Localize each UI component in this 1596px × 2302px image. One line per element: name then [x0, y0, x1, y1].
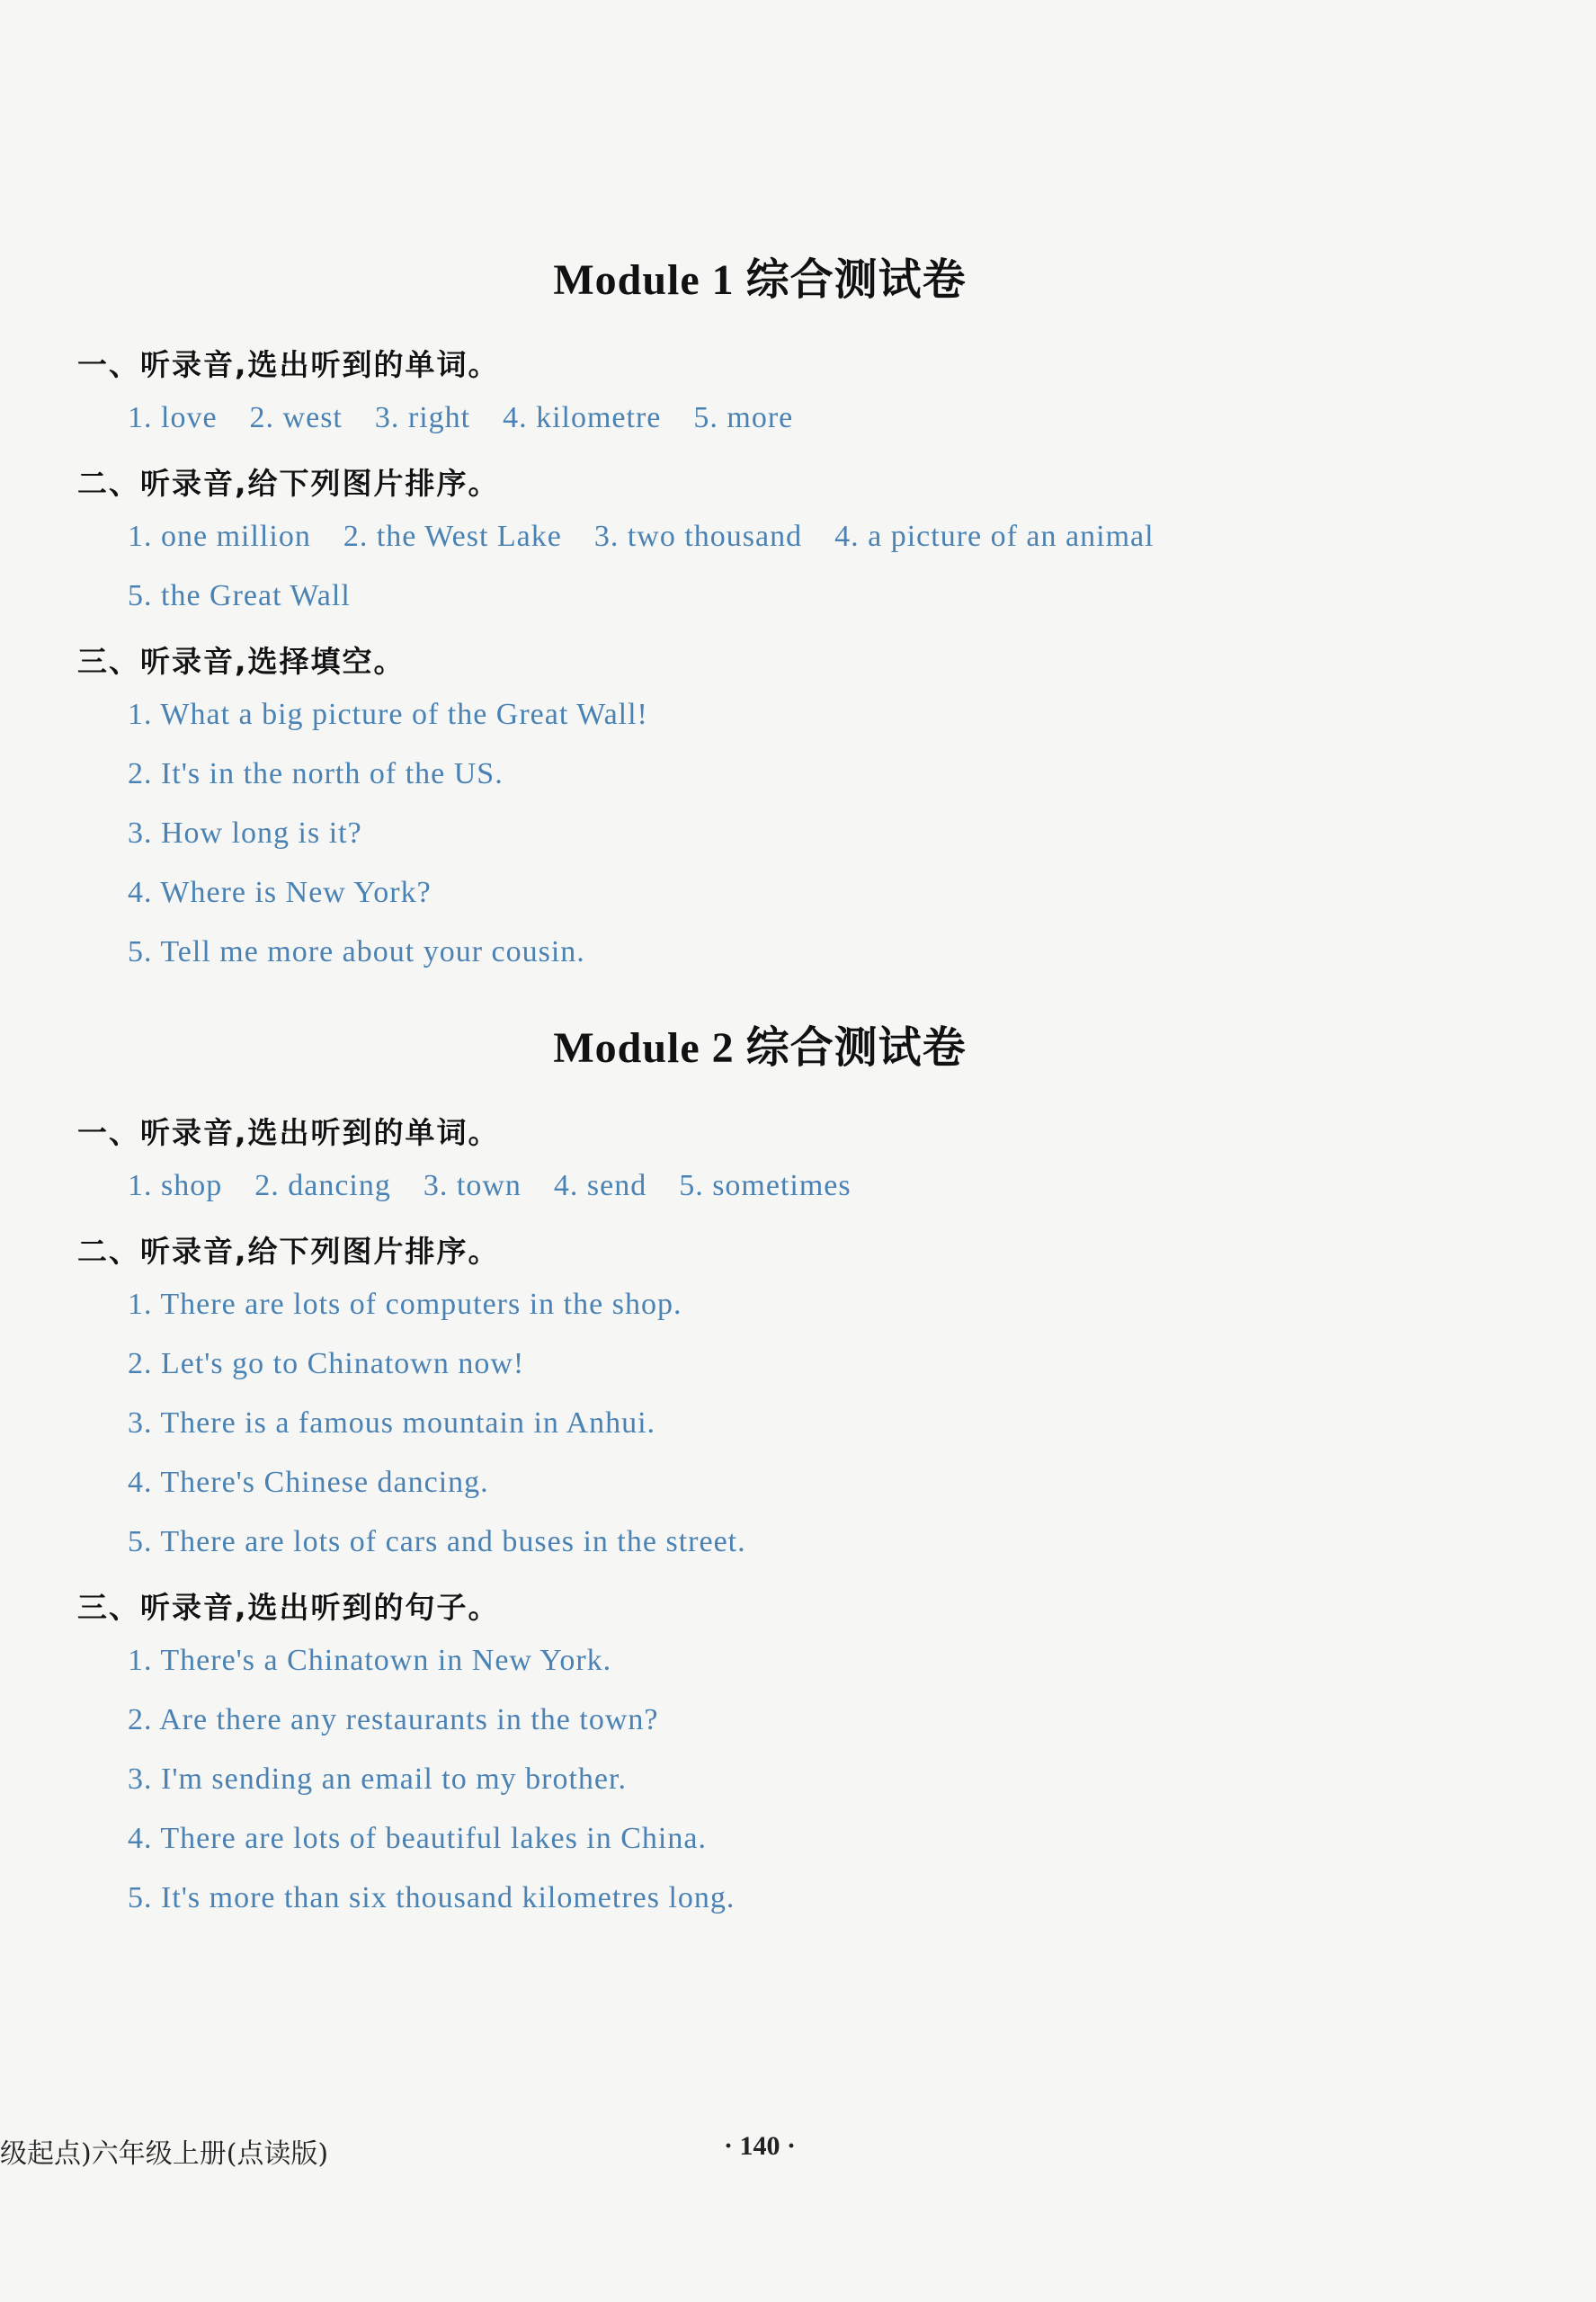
answer-sentence: 3. I'm sending an email to my brother.	[128, 1762, 627, 1796]
answer-item: 5. the Great Wall	[128, 579, 351, 612]
module1-section3-heading: 三、听录音,选择填空。	[77, 644, 406, 679]
answer-sentence: 5. There are lots of cars and buses in the street.	[128, 1525, 746, 1558]
module2-section1-heading: 一、听录音,选出听到的单词。	[77, 1115, 500, 1150]
answer-item: 4. kilometre	[503, 401, 662, 434]
answer-sentence: 4. There are lots of beautiful lakes in China.	[128, 1822, 707, 1855]
answer-sentence: 5. It's more than six thousand kilometres long.	[128, 1881, 736, 1914]
answer-sentence: 3. How long is it?	[128, 816, 362, 850]
answer-item: 2. the West Lake	[343, 520, 562, 553]
module2-section1-answers	[128, 1169, 851, 1203]
answer-item: 3. right	[374, 401, 471, 434]
answer-sentence: 1. There's a Chinatown in New York.	[128, 1644, 612, 1677]
answer-item: 2. west	[249, 401, 343, 434]
module1-section2-heading: 二、听录音,给下列图片排序。	[77, 466, 500, 501]
answer-item: 5. sometimes	[679, 1169, 851, 1202]
answer-item: 4. send	[553, 1169, 647, 1202]
answer-item: 1. love	[128, 401, 218, 434]
answer-sentence: 2. It's in the north of the US.	[128, 757, 504, 790]
answer-sentence: 2. Are there any restaurants in the town?	[128, 1703, 659, 1736]
module1-section2-answers-cont	[128, 579, 351, 613]
answer-item: 1. shop	[128, 1169, 223, 1202]
module1-title: Module 1 综合测试卷	[553, 256, 967, 304]
answer-sentence: 1. There are lots of computers in the shop.	[128, 1288, 682, 1321]
module2-section3-heading: 三、听录音,选出听到的句子。	[77, 1590, 500, 1625]
page-number: · 140 ·	[723, 2131, 796, 2161]
answer-item: 1. one million	[128, 520, 311, 553]
module1-section1-heading: 一、听录音,选出听到的单词。	[77, 347, 500, 382]
answer-sentence: 3. There is a famous mountain in Anhui.	[128, 1406, 656, 1440]
module2-section2-heading: 二、听录音,给下列图片排序。	[77, 1234, 500, 1269]
answer-item: 3. town	[423, 1169, 522, 1202]
module2-title: Module 2 综合测试卷	[553, 1024, 967, 1072]
module1-section2-answers	[128, 520, 1155, 554]
answer-sentence: 4. There's Chinese dancing.	[128, 1466, 489, 1499]
answer-sentence: 1. What a big picture of the Great Wall!	[128, 698, 648, 731]
answer-item: 2. dancing	[254, 1169, 391, 1202]
answer-item: 5. more	[693, 401, 794, 434]
answer-sentence: 5. Tell me more about your cousin.	[128, 935, 585, 968]
answer-sentence: 2. Let's go to Chinatown now!	[128, 1347, 525, 1380]
answer-item: 3. two thousand	[593, 520, 803, 553]
footer-book-title: 级起点)六年级上册(点读版)	[0, 2138, 329, 2170]
module1-section1-answers	[128, 401, 793, 435]
answer-item: 4. a picture of an animal	[834, 520, 1155, 553]
answer-sentence: 4. Where is New York?	[128, 876, 432, 909]
